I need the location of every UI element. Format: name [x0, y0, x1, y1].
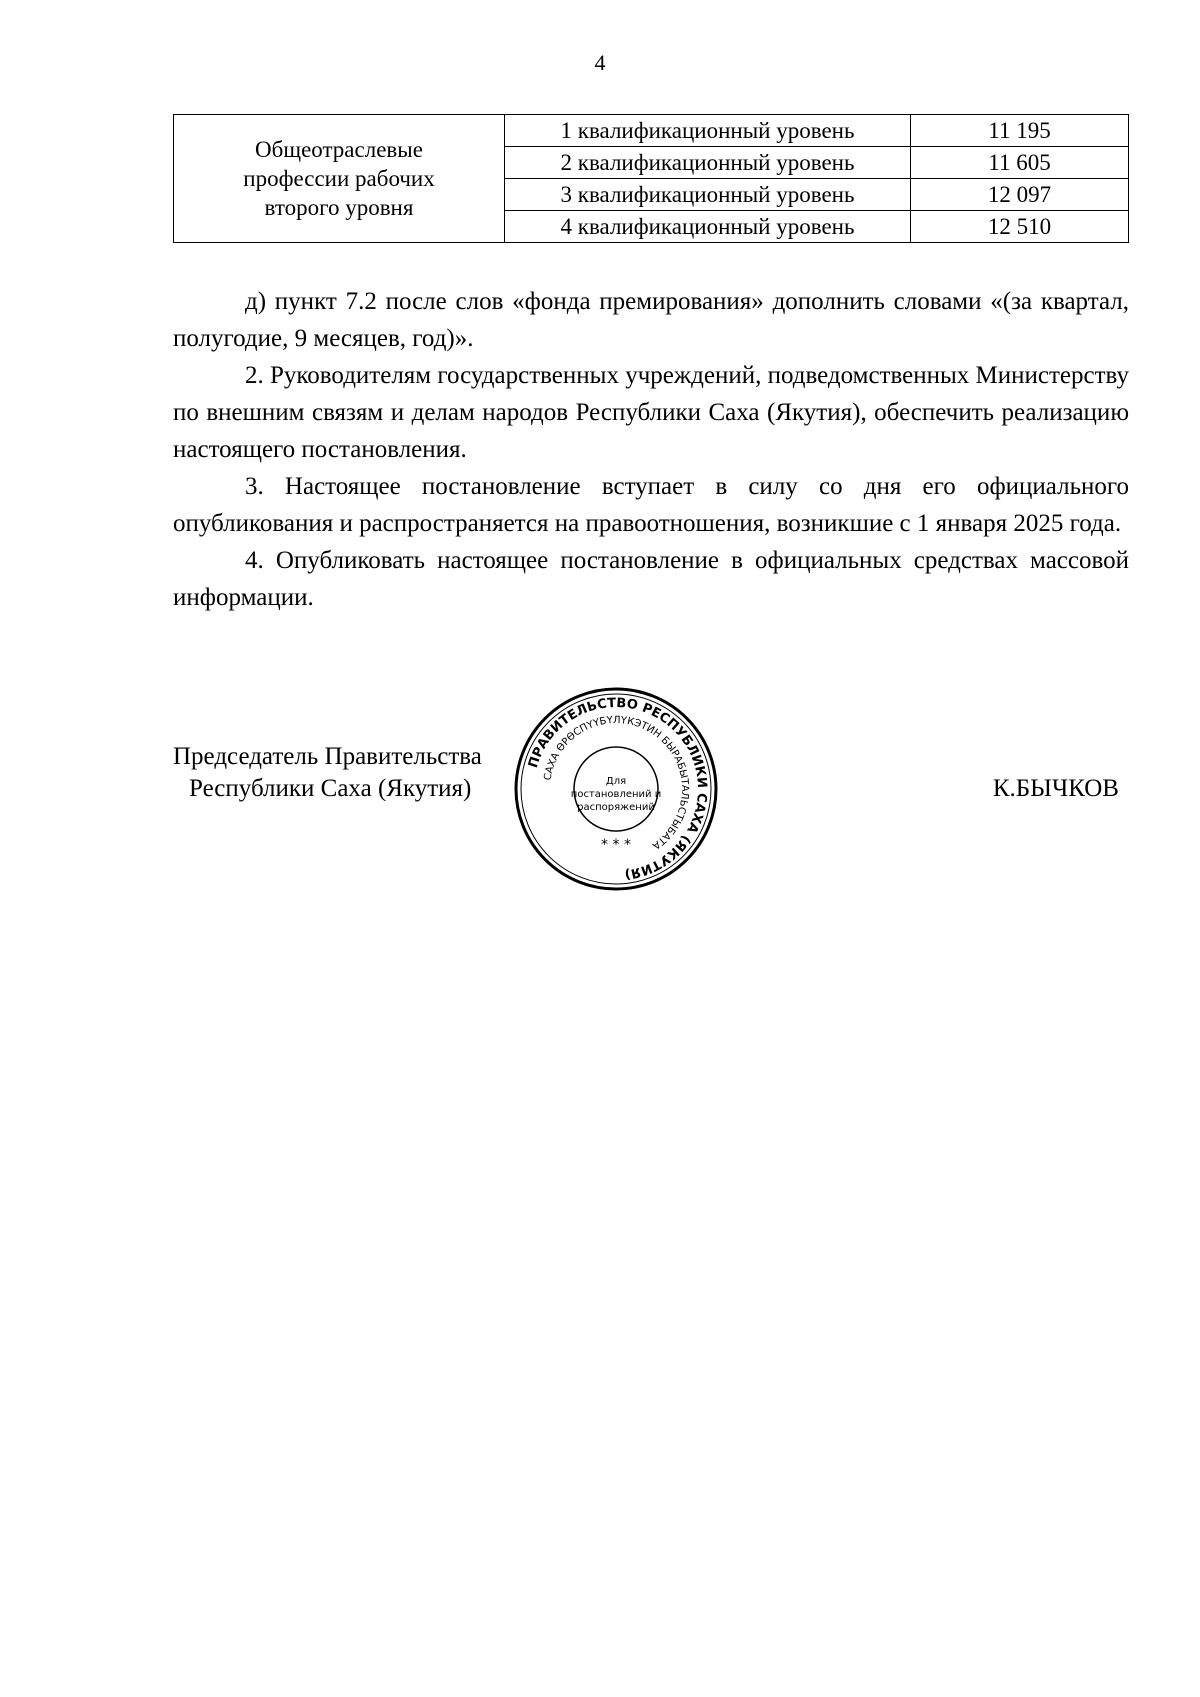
paragraph: д) пункт 7.2 после слов «фонда премирования» дополнить словами «(за квартал, полугодие, 9 месяцев, год)». [173, 288, 1129, 352]
signatory-title-line2: Республики Саха (Якутия) [189, 775, 472, 802]
seal-center-line3: распоряжений [577, 802, 655, 813]
signatory-name: К.БЫЧКОВ [992, 775, 1119, 802]
salary-table [173, 114, 1129, 243]
seal-inner-text: САХА ӨРӨСПҮҮБҮЛҮКЭТИН БЫРАБЫТАЛЬСТЫБАТА [542, 714, 691, 852]
paragraph: 2. Руководителям государственных учреждений, подведомственных Министерству по внешним связям и делам народов Республики Саха (Якутия), обеспечить реализацию настоящего постановления. [173, 362, 1129, 463]
amount-cell: 12 510 [911, 211, 1129, 243]
group-label-cell [174, 115, 505, 243]
amount-cell: 11 195 [911, 115, 1129, 147]
group-label-line: Общеотраслевые [255, 136, 423, 162]
page-number: 4 [594, 50, 606, 75]
group-label-line: профессии рабочих [243, 165, 435, 191]
table-row [174, 115, 1129, 147]
amount-cell: 11 605 [911, 147, 1129, 179]
seal-center-line1: Для [605, 776, 627, 787]
signatory-title-line1: Председатель Правительства [173, 743, 482, 770]
paragraph: 4. Опубликовать настоящее постановление в официальных средствах массовой информации. [173, 547, 1129, 611]
seal-center-line2: постановлений и [570, 789, 662, 800]
level-cell: 1 квалификационный уровень [505, 115, 911, 147]
seal-outer-text: ПРАВИТЕЛЬСТВО РЕСПУБЛИКИ САХА (ЯКУТИЯ) [525, 695, 710, 882]
body-text [173, 283, 1129, 616]
level-cell: 3 квалификационный уровень [505, 179, 911, 211]
official-seal [512, 685, 720, 893]
group-label-line: второго уровня [264, 195, 414, 221]
level-cell: 2 квалификационный уровень [505, 147, 911, 179]
seal-stars: * * * [601, 837, 631, 853]
level-cell: 4 квалификационный уровень [505, 211, 911, 243]
paragraph: 3. Настоящее постановление вступает в силу со дня его официального опубликования и распространяется на правоотношения, возникшие с 1 января 2025 года. [173, 473, 1129, 537]
amount-cell: 12 097 [911, 179, 1129, 211]
